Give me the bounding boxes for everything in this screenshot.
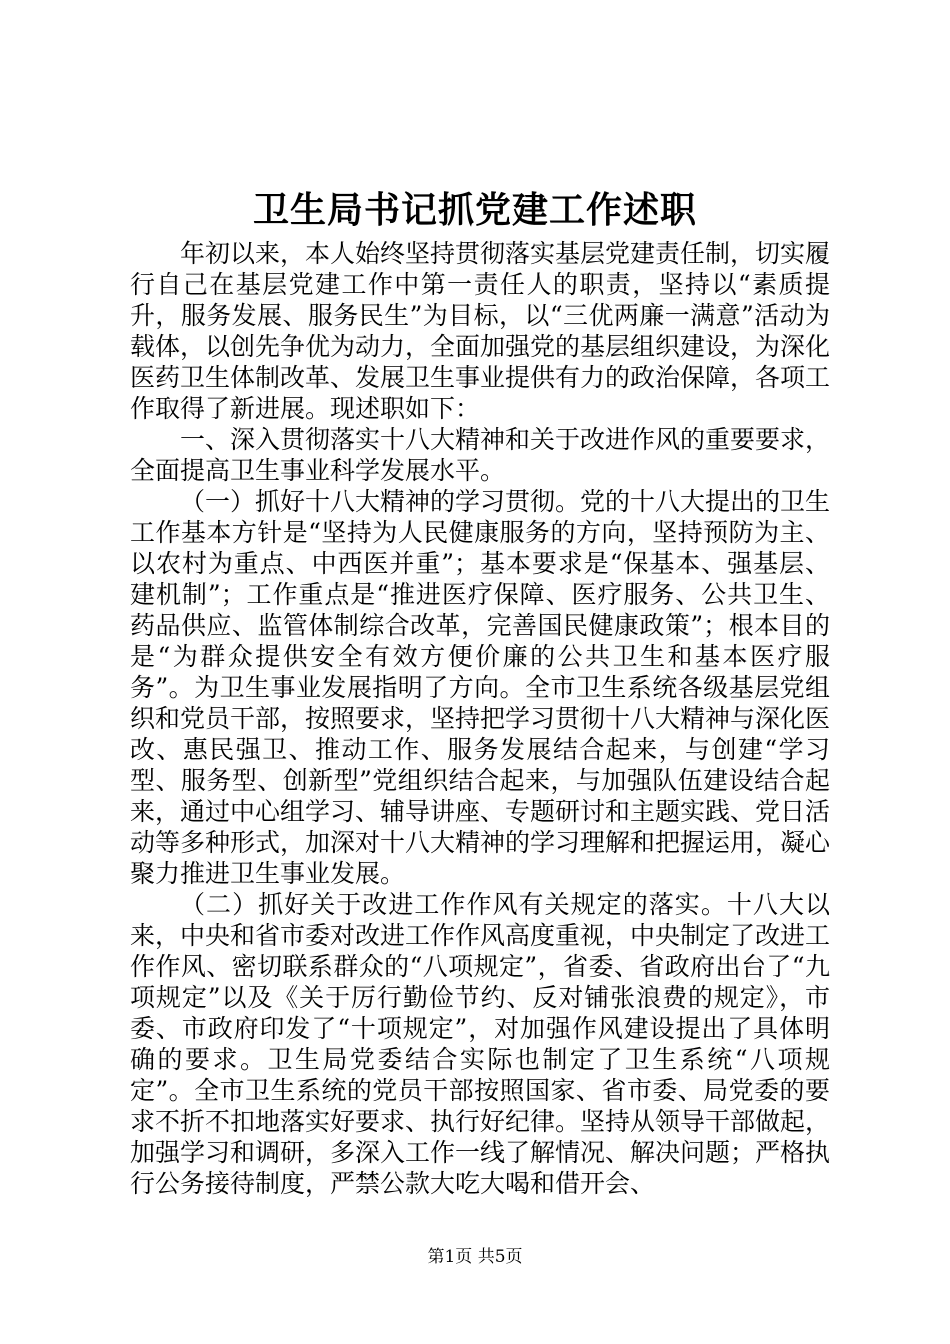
paragraph-section-1-heading: 一、深入贯彻落实十八大精神和关于改进作风的重要要求，全面提高卫生事业科学发展水平。 <box>130 425 831 485</box>
paragraph-subsection-2: （二）抓好关于改进工作作风有关规定的落实。十八大以来，中央和省市委对改进工作作风高度重视，中央制定了改进工作作风、密切联系群众的“八项规定”，省委、省政府出台了“九项规定”以及《关于厉行勤俭节约、反对铺张浪费的规定》，市委、市政府印发了“十项规定”，对加强作风建设提出了具体明确的要求。卫生局党委结合实际也制定了卫生系统“八项规定”。全市卫生系统的党员干部按照国家、省市委、局党委的要求不折不扣地落实好要求、执行好纪律。坚持从领导干部做起，加强学习和调研，多深入工作一线了解情况、解决问题；严格执行公务接待制度，严禁公款大吃大喝和借开会、 <box>130 890 831 1198</box>
page-number-footer: 第1页 共5页 <box>427 1247 523 1267</box>
document-body <box>130 238 830 1199</box>
document-title: 卫生局书记抓党建工作述职 <box>252 189 697 231</box>
paragraph-intro: 年初以来，本人始终坚持贯彻落实基层党建责任制，切实履行自己在基层党建工作中第一责任人的职责，坚持以“素质提升，服务发展、服务民生”为目标，以“三优两廉一满意”活动为载体，以创先争优为动力，全面加强党的基层组织建设，为深化医药卫生体制改革、发展卫生事业提供有力的政治保障，各项工作取得了新进展。现述职如下： <box>130 239 831 423</box>
paragraph-subsection-1: （一）抓好十八大精神的学习贯彻。党的十八大提出的卫生工作基本方针是“坚持为人民健康服务的方向，坚持预防为主、以农村为重点、中西医并重”；基本要求是“保基本、强基层、建机制”；工作重点是“推进医疗保障、医疗服务、公共卫生、药品供应、监管体制综合改革，完善国民健康政策”；根本目的是“为群众提供安全有效方便价廉的公共卫生和基本医疗服务”。为卫生事业发展指明了方向。全市卫生系统各级基层党组织和党员干部，按照要求，坚持把学习贯彻十八大精神与深化医改、惠民强卫、推动工作、服务发展结合起来，与创建“学习型、服务型、创新型”党组织结合起来，与加强队伍建设结合起来，通过中心组学习、辅导讲座、专题研讨和主题实践、党日活动等多种形式，加深对十八大精神的学习理解和把握运用，凝心聚力推进卫生事业发展。 <box>130 487 831 888</box>
